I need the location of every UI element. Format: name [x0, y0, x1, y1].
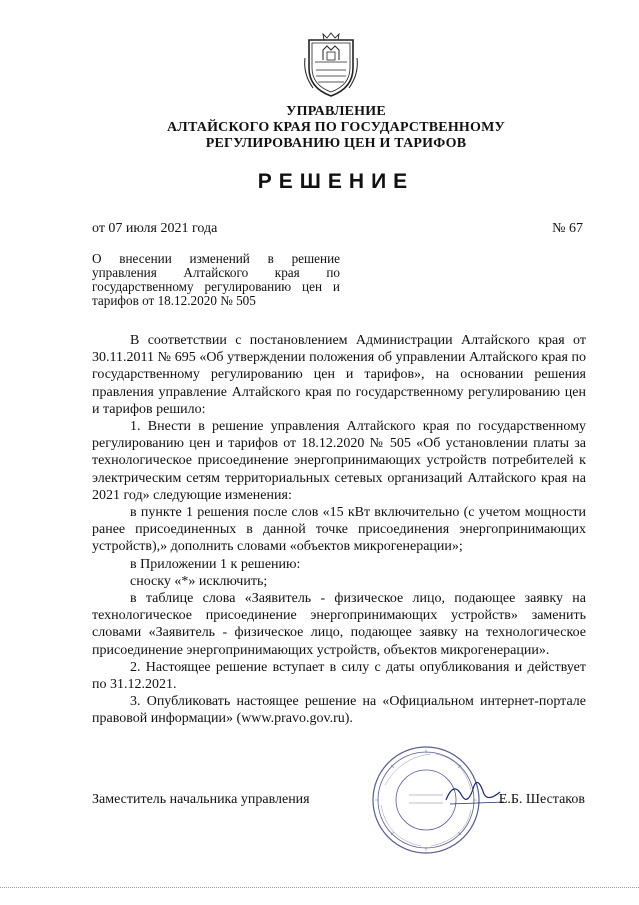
page-bottom-divider: [0, 887, 639, 888]
paragraph-table-change: в таблице слова «Заявитель - физическое лицо, подающее заявку на технологическое присоединение энергопринимающих устройств» заменить словами «Заявитель - физическое лицо, подающее заявку на технологическое присоединение энергопринимающих устройств, объектов микрогенерации».: [92, 591, 586, 658]
document-date: от 07 июля 2021 года: [92, 221, 218, 236]
organization-name: [90, 104, 582, 152]
paragraph-item-3: 3. Опубликовать настоящее решение на «Официальном интернет-портале правовой информации» (www.pravo.gov.ru).: [92, 694, 586, 727]
org-line-2: АЛТАЙСКОГО КРАЯ ПО ГОСУДАРСТВЕННОМУ: [167, 120, 505, 135]
document-subject: О внесении изменений в решение управления Алтайского края по государственному регулированию цен и тарифов от 18.12.2020 № 505: [92, 251, 340, 308]
paragraph-preamble: В соответствии с постановлением Администрации Алтайского края от 30.11.2011 № 695 «Об утверждении положения об управлении Алтайского края по государственному регулированию цен и тарифов», на основании решения правления управление Алтайского края по государственному регулированию цен и тарифов решило:: [92, 333, 586, 417]
paragraph-item-2: 2. Настоящее решение вступает в силу с даты опубликования и действует по 31.12.2021.: [92, 659, 586, 693]
document-number: № 67: [552, 221, 583, 236]
document-type: РЕШЕНИЕ: [257, 170, 415, 193]
paragraph-footnote: сноску «*» исключить;: [130, 573, 268, 589]
org-line-3: РЕГУЛИРОВАНИЮ ЦЕН И ТАРИФОВ: [205, 136, 467, 151]
paragraph-item-1: 1. Внести в решение управления Алтайского края по государственному регулированию цен и тарифов от 18.12.2020 № 505 «Об установлении платы за технологическое присоединение энергопринимающих устройств потребителей к электрическим сетям территориальных сетевых организаций Алтайского края на 2021 год» следующие изменения:: [92, 419, 586, 503]
coat-of-arms-icon: [301, 30, 361, 98]
paragraph-appendix: в Приложении 1 к решению:: [130, 556, 301, 572]
signatory-name: Е.Б. Шестаков: [498, 792, 585, 807]
org-line-1: УПРАВЛЕНИЕ: [286, 104, 386, 119]
paragraph-item-1-change-1: в пункте 1 решения после слов «15 кВт включительно (с учетом мощности ранее присоединенных в данной точке присоединения энергопринимающих устройств),» дополнить словами «объектов микрогенерации»;: [92, 505, 586, 555]
document-body: [92, 332, 586, 728]
signatory-title: Заместитель начальника управления: [92, 792, 310, 807]
